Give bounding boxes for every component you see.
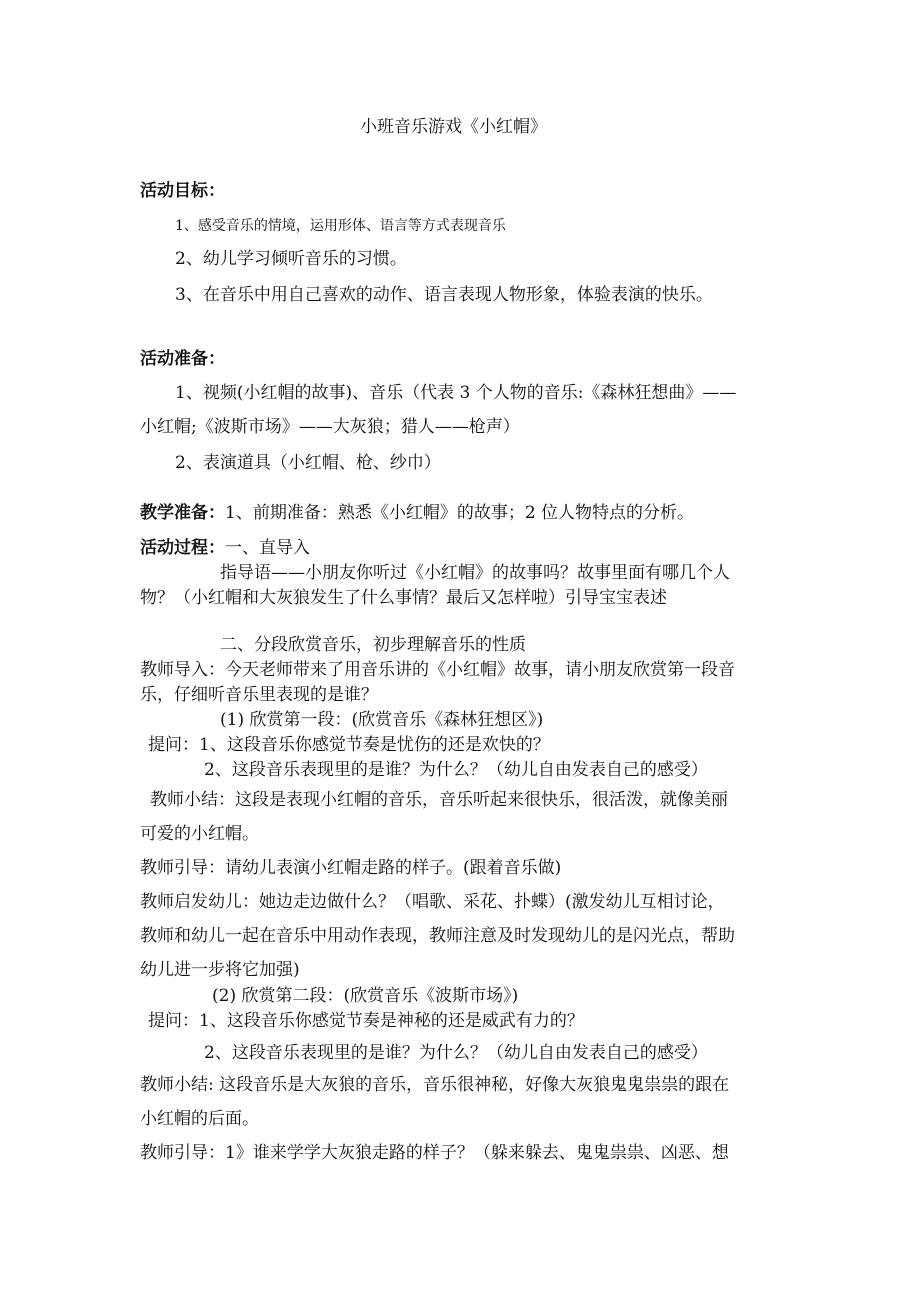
segment-1-title: (1) 欣赏第一段：(欣赏音乐《森林狂想区》) (220, 710, 544, 730)
inspire-line-1: 教师启发幼儿：她边走边做什么？（唱歌、采花、扑蝶）(激发幼儿互相讨论， (140, 892, 725, 912)
segment-1-question-2: 2、这段音乐表现里的是谁？为什么？（幼儿自由发表自己的感受） (204, 760, 708, 780)
segment-1-summary-line-1: 教师小结：这段是表现小红帽的音乐，音乐听起来很快乐，很活泼，就像美丽 (150, 790, 728, 810)
inspire-line-2: 教师和幼儿一起在音乐中用动作表现，教师注意及时发现幼儿的是闪光点，帮助 (140, 926, 735, 946)
segment-2-guide: 教师引导：1》谁来学学大灰狼走路的样子？（躲来躲去、鬼鬼祟祟、凶恶、想 (140, 1143, 729, 1163)
page-title: 小班音乐游戏《小红帽》 (360, 117, 547, 137)
teaching-prep-heading: 教学准备： (140, 503, 225, 523)
segment-1-guide: 教师引导：请幼儿表演小红帽走路的样子。(跟着音乐做) (140, 858, 562, 878)
process-heading: 活动过程： (140, 538, 225, 558)
segment-1-summary-line-2: 可爱的小红帽。 (140, 824, 259, 844)
teacher-intro-line-2: 乐，仔细听音乐里表现的是谁？ (140, 685, 378, 705)
teaching-prep-text: 1、前期准备：熟悉《小红帽》的故事；2 位人物特点的分析。 (225, 503, 695, 523)
segment-2-summary-line-1: 教师小结: 这段音乐是大灰狼的音乐，音乐很神秘，好像大灰狼鬼鬼祟祟的跟在 (140, 1075, 730, 1095)
process-step-2: 二、分段欣赏音乐，初步理解音乐的性质 (220, 635, 526, 655)
process-line (140, 537, 310, 559)
prep-heading: 活动准备： (140, 349, 225, 369)
inspire-line-3: 幼儿进一步将它加强) (140, 960, 300, 980)
goal-item-1: 1、感受音乐的情境，运用形体、语言等方式表现音乐 (175, 218, 506, 234)
segment-2-summary-line-2: 小红帽的后面。 (140, 1109, 259, 1129)
goal-item-3: 3、在音乐中用自己喜欢的动作、语言表现人物形象，体验表演的快乐。 (175, 285, 713, 305)
guide-line-1: 指导语——小朋友你听过《小红帽》的故事吗？故事里面有哪几个人 (220, 563, 730, 583)
prep-item-1-line-1: 1、视频(小红帽的故事)、音乐（代表 3 个人物的音乐:《森林狂想曲》—— (175, 383, 737, 403)
segment-1-question-1: 提问：1、这段音乐你感觉节奏是忧伤的还是欢快的？ (148, 735, 550, 755)
segment-2-title: (2) 欣赏第二段：(欣赏音乐《波斯市场》) (212, 986, 519, 1006)
guide-line-2: 物？（小红帽和大灰狼发生了什么事情？最后又怎样啦）引导宝宝表述 (140, 588, 667, 608)
segment-2-question-1: 提问：1、这段音乐你感觉节奏是神秘的还是威武有力的？ (148, 1011, 584, 1031)
prep-item-1-line-2: 小红帽;《波斯市场》——大灰狼；猎人——枪声） (140, 417, 520, 437)
prep-item-2: 2、表演道具（小红帽、枪、纱巾） (175, 453, 441, 473)
process-step-1: 一、直导入 (225, 538, 310, 558)
segment-2-question-2: 2、这段音乐表现里的是谁？为什么？（幼儿自由发表自己的感受） (204, 1043, 708, 1063)
goal-item-2: 2、幼儿学习倾听音乐的习惯。 (175, 249, 407, 269)
goals-heading: 活动目标： (140, 181, 225, 201)
teacher-intro-line-1: 教师导入：今天老师带来了用音乐讲的《小红帽》故事，请小朋友欣赏第一段音 (140, 660, 735, 680)
teaching-prep (140, 502, 694, 524)
